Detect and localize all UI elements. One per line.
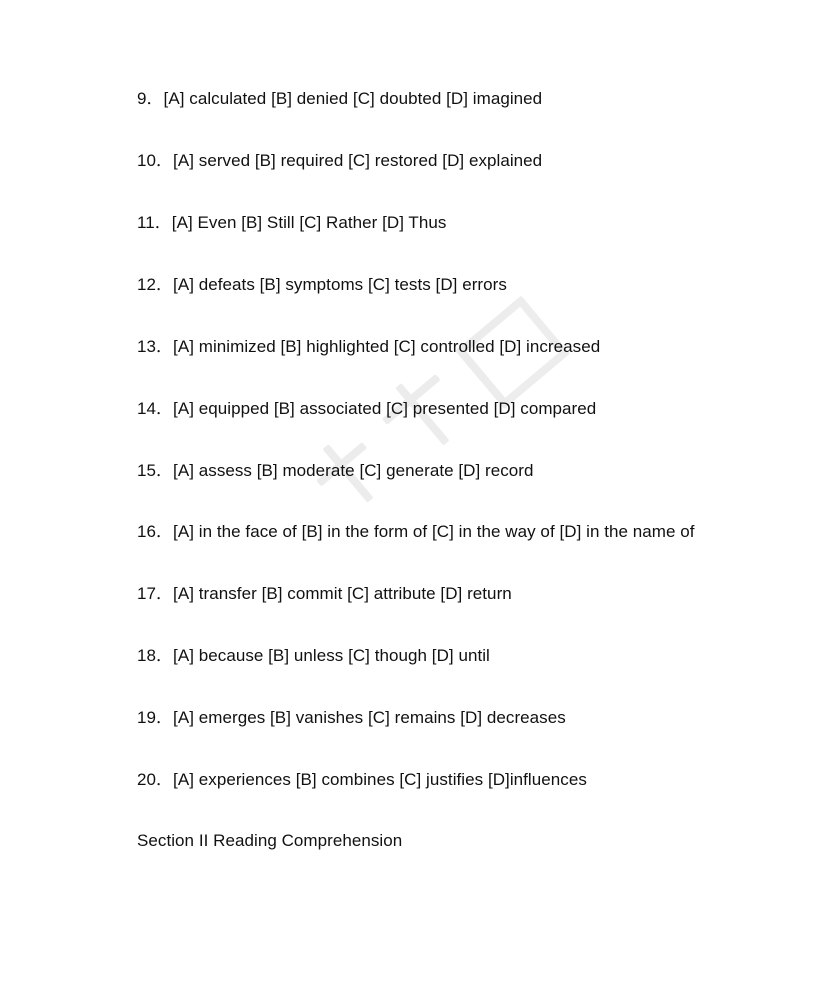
question-18: 18．[A] because [B] unless [C] though [D] until [137,646,490,665]
watermark [282,278,589,563]
question-12: 12．[A] defeats [B] symptoms [C] tests [D] errors [137,275,507,294]
question-14: 14．[A] equipped [B] associated [C] presented [D] compared [137,399,597,418]
question-15: 15．[A] assess [B] moderate [C] generate [D] record [137,461,534,480]
question-11: 11．[A] Even [B] Still [C] Rather [D] Thus [137,213,447,232]
question-16: 16．[A] in the face of [B] in the form of [C] in the way of [D] in the name of [137,522,695,541]
section-heading: Section II Reading Comprehension [137,831,403,850]
question-13: 13．[A] minimized [B] highlighted [C] controlled [D] increased [137,337,601,356]
question-19: 19．[A] emerges [B] vanishes [C] remains [D] decreases [137,708,566,727]
question-17: 17．[A] transfer [B] commit [C] attribute [D] return [137,584,512,603]
question-10: 10．[A] served [B] required [C] restored [D] explained [137,151,543,170]
question-20: 20．[A] experiences [B] combines [C] justifies [D]influences [137,770,587,789]
question-9: 9．[A] calculated [B] denied [C] doubted [D] imagined [137,89,543,108]
